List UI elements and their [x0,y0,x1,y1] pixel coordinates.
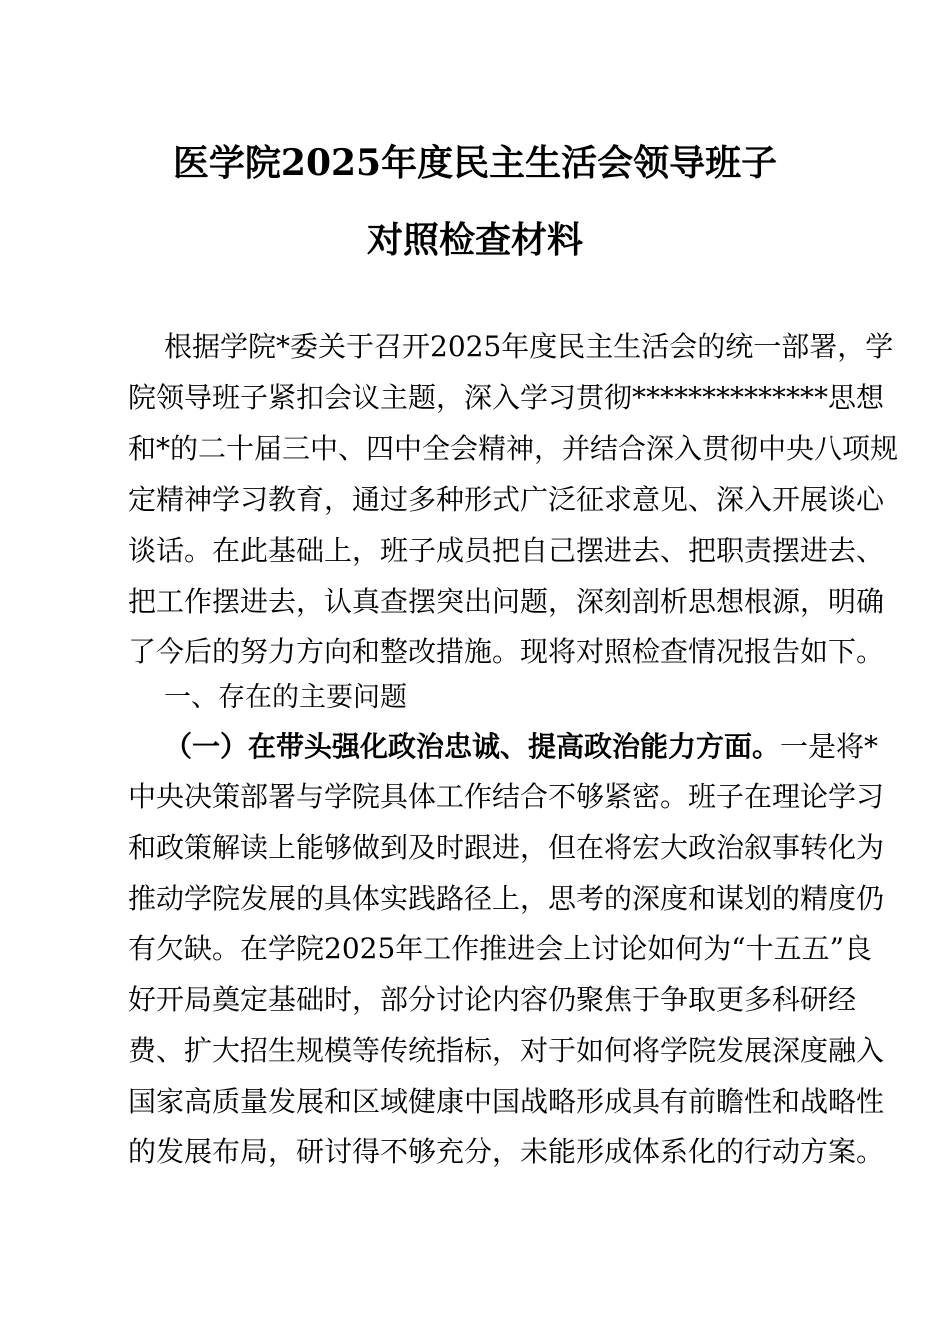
body-line: 费、扩大招生规模等传统指标，对于如何将学院发展深度融入 [128,1034,885,1067]
intro-line: 谈话。在此基础上，班子成员把自己摆进去、把职责摆进去、 [128,534,885,567]
intro-line: 了今后的努力方向和整改措施。现将对照检查情况报告如下。 [128,635,885,668]
document-title-line-2: 对照检查材料 [366,219,583,261]
body-line: 有欠缺。在学院2025年工作推进会上讨论如何为“十五五”良 [128,932,872,965]
body-line: 好开局奠定基础时，部分讨论内容仍聚焦于争取更多科研经 [128,983,857,1016]
intro-line: 定精神学习教育，通过多种形式广泛征求意见、深入开展谈心 [128,483,885,516]
subsection-heading-line [128,729,879,765]
intro-line: 和*的二十届三中、四中全会精神，并结合深入贯彻中央八项规 [128,432,899,465]
body-line: 国家高质量发展和区域健康中国战略形成具有前瞻性和战略性 [128,1085,885,1118]
body-line: 的发展布局，研讨得不够充分，未能形成体系化的行动方案。 [128,1135,885,1168]
body-line: 中央决策部署与学院具体工作结合不够紧密。班子在理论学习 [128,780,885,813]
intro-line: 把工作摆进去，认真查摆突出问题，深刻剖析思想根源，明确 [128,585,885,618]
body-line: 推动学院发展的具体实践路径上，思考的深度和谋划的精度仍 [128,882,885,915]
document-title-line-1: 医学院2025年度民主生活会领导班子 [172,142,778,184]
intro-line: 根据学院*委关于召开2025年度民主生活会的统一部署，学 [164,330,894,363]
intro-line: 院领导班子紧扣会议主题，深入学习贯彻**************思想 [128,381,885,414]
section-heading: 一、存在的主要问题 [164,682,407,713]
body-line: 和政策解读上能够做到及时跟进，但在将宏大政治叙事转化为 [128,831,885,864]
subsection-heading: （一）在带头强化政治忠诚、提高政治能力方面。 [164,730,781,763]
subsection-lead-text: 一是将* [780,730,879,763]
